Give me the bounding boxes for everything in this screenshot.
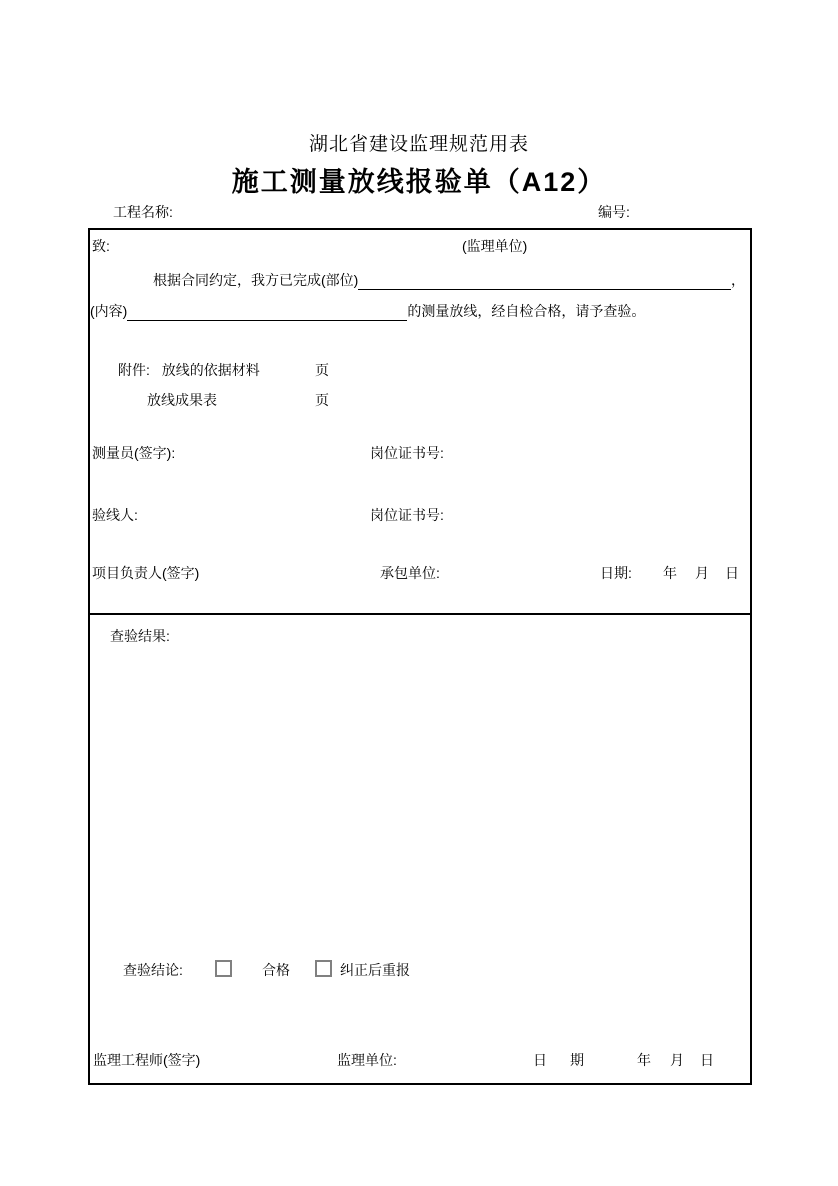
attachment-line-1 [118,360,260,380]
section-divider [88,613,752,615]
form-number-label: 编号: [598,204,630,220]
redo-checkbox[interactable] [315,960,332,977]
supervising-engineer-label: 监理工程师(签字) [93,1052,201,1068]
project-name-label: 工程名称: [113,204,173,220]
footer-day-label: 日 [700,1052,714,1068]
form-title: 施工测量放线报验单（A12） [231,167,607,197]
date-label: 日期: [600,565,632,581]
content-suffix-label: 的测量放线，经自检合格，请予查验。 [407,303,646,319]
redo-option-label: 纠正后重报 [340,962,410,978]
conclusion-label: 查验结论: [123,962,183,978]
pass-checkbox[interactable] [215,960,232,977]
supervision-unit-label: 监理单位: [337,1052,397,1068]
inspection-result-label: 查验结果: [110,628,170,644]
attachment-item1-label: 放线的依据材料 [161,362,260,378]
attachment-item2-label: 放线成果表 [147,392,217,408]
year-label: 年 [663,565,677,581]
completed-comma: ， [731,272,745,288]
line-checker-label: 验线人: [92,507,138,523]
attachment-item1-pages-label: 页 [315,362,329,378]
surveyor-label: 测量员(签字): [92,445,176,461]
supervision-unit-hint: (监理单位) [462,238,528,254]
content-line [90,301,645,321]
footer-date-char2: 期 [570,1052,584,1068]
surveyor-cert-label: 岗位证书号: [370,445,444,461]
footer-date-char1: 日 [533,1052,547,1068]
footer-year-label: 年 [637,1052,651,1068]
pass-option-label: 合格 [262,962,290,978]
org-title: 湖北省建设监理规范用表 [308,134,529,155]
to-label: 致: [92,238,110,254]
project-leader-label: 项目负责人(签字) [92,565,200,581]
form-border-box [88,228,752,1085]
completed-part-blank[interactable] [358,274,731,290]
day-label: 日 [725,565,739,581]
month-label: 月 [695,565,709,581]
attachment-item2-pages-label: 页 [315,392,329,408]
contractor-label: 承包单位: [380,565,440,581]
content-blank[interactable] [127,305,407,321]
completed-prefix-label: 根据合同约定，我方已完成(部位) [153,272,359,288]
checker-cert-label: 岗位证书号: [370,507,444,523]
footer-month-label: 月 [670,1052,684,1068]
completed-part-line [153,270,745,290]
attachment-label: 附件: [118,362,150,378]
content-label: (内容) [90,303,128,319]
